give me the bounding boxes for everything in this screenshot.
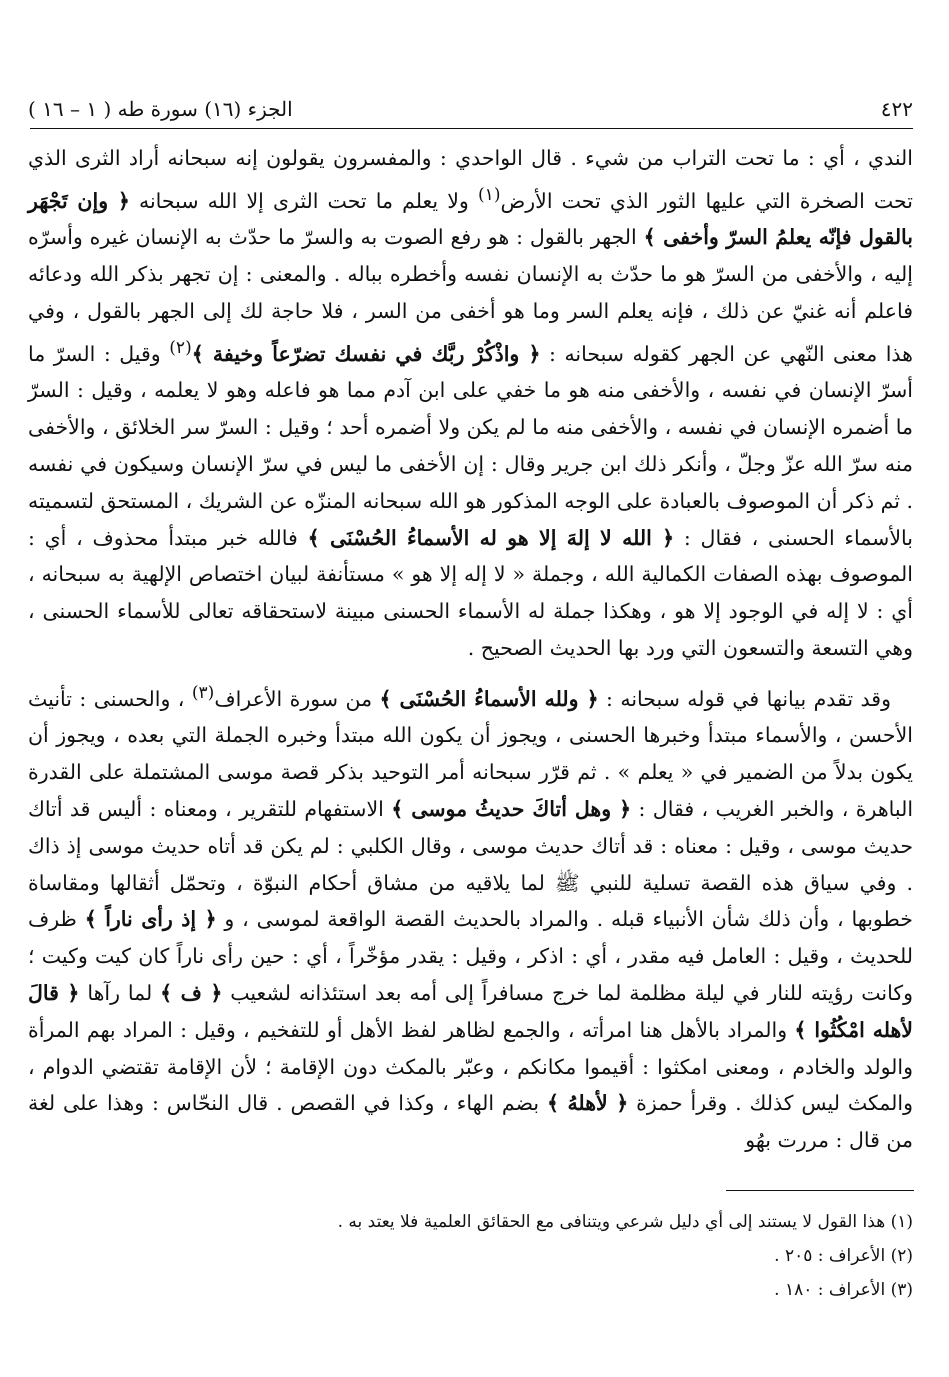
text-run: من سورة الأعراف	[214, 686, 380, 711]
footnote-ref-3[interactable]: (٣)	[191, 682, 215, 703]
quran-verse: ﴿ قالَ لأهله امْكُثُوا ﴾	[28, 981, 913, 1042]
text-run: ولا يعلم ما تحت الثرى إلا الله سبحانه	[129, 188, 478, 213]
page-number: ٤٢٢	[880, 97, 913, 121]
text-run: لما رآها	[79, 981, 161, 1006]
text-run: الاستفهام للتقرير ، ومعناه : أليس قد أتاك حديث موسى ، وقيل : معناه : قد أتاك حديث موسى ، وقال الكلبي : لم يكن قد أتاه حديث موسى إذ ذاك . وفي سياق هذه القصة تسلية للنبي ﷺ لما يلاقيه من مشاق أحكام النبوّة ، وتحمّل أثقالها ومقاساة خطوبها ، وأن ذلك شأن الأنبياء قبله . والمراد بالحديث القصة الواقعة لموسى ، و	[28, 797, 913, 932]
footnotes	[28, 1205, 913, 1307]
header-divider	[30, 128, 913, 129]
quran-verse: ﴿ إذ رأى ناراً ﴾	[84, 907, 217, 932]
quran-verse: ﴿ وهل أتاكَ حديثُ موسى ﴾	[391, 797, 632, 822]
page-header	[28, 92, 913, 126]
footnote-2: (٢) الأعراف : ٢٠٥ .	[774, 1246, 913, 1266]
paragraph-1	[28, 140, 913, 667]
text-run: بضم الهاء ، وكذا في القصص . قال النحّاس : وهذا على لغة من قال : مررت بهُو	[28, 1091, 913, 1153]
text-run: والمراد بالأهل هنا امرأته ، والجمع لظاهر لفظ الأهل أو للتفخيم ، وقيل : المراد بهم المرأة والولد والخادم ، ومعنى امكثوا : أقيموا مكانكم ، وعبّر بالمكث دون الإقامة ؛ لأن الإقامة تقتضي الدوام ، والمكث ليس كذلك . وقرأ حمزة	[28, 1017, 914, 1116]
quran-verse: ﴿ لأهلهُ ﴾	[546, 1091, 629, 1116]
footnote-divider	[726, 1190, 914, 1191]
text-run: ظرف للحديث ، وقيل : العامل فيه مقدر ، أي : اذكر ، وقيل : يقدر مؤخّراً ، أي : حين رأى ناراً كان كيت وكيت ؛ وكانت رؤيته للنار في ليلة مظلمة لما خرج مسافراً إلى أمه بعد استئذانه لشعيب	[28, 907, 913, 1006]
footnote-3: (٣) الأعراف : ١٨٠ .	[774, 1280, 913, 1300]
main-text	[28, 140, 913, 1159]
quran-verse: ﴿ وإن تَجْهَر بالقول فإنّه يعلمُ السرّ وأخفى ﴾	[28, 188, 914, 250]
footnote-ref-1[interactable]: (١)	[477, 184, 501, 205]
footnote-ref-2[interactable]: (٢)	[169, 337, 192, 358]
text-run: ، والحسنى : تأنيث الأحسن ، والأسماء مبتدأ وخبرها الحسنى ، ويجوز أن يكون الله مبتدأ وخبره الجملة التي بعده ، ويجوز أن يكون بدلاً من الضمير في « يعلم » . ثم قرّر سبحانه أمر التوحيد بذكر قصة موسى المشتملة على القدرة الباهرة ، والخبر الغريب ، فقال :	[28, 686, 914, 822]
footnote-1: (١) هذا القول لا يستند إلى أي دليل شرعي ويتنافى مع الحقائق العلمية فلا يعتد به .	[337, 1212, 913, 1232]
text-run: وقد تقدم بيانها في قوله سبحانه :	[598, 686, 892, 711]
text-run: الجهر بالقول : هو رفع الصوت به والسرّ ما حدّث به الإنسان غيره وأسرّه إليه ، والأخفى من السرّ هو ما حدّث به الإنسان نفسه وأخطره بباله . والمعنى : إن تجهر بذكر الله ودعائه فاعلم أنه غنيّ عن ذلك ، فإنه يعلم السر وما هو أخفى من السر ، فلا حاجة لك إلى الجهر بالقول ، وفي هذا معنى النّهي عن الجهر كقوله سبحانه :	[28, 225, 913, 366]
quran-verse: ﴿ الله لا إلهَ إلا هو له الأسماءُ الحُسْنَى ﴾	[307, 525, 675, 550]
text-run: فالله خبر مبتدأ محذوف ، أي : الموصوف بهذه الصفات الكمالية الله ، وجملة « لا إله إلا هو » مستأنفة لبيان اختصاص الإلهية به سبحانه ، أي : لا إله في الوجود إلا هو ، وهكذا جملة له الأسماء الحسنى مبينة لاستحقاقه تعالى للأسماء الحسنى ، وهي التسعة والتسعون التي ورد بها الحديث الصحيح .	[28, 525, 913, 661]
quran-verse: ﴿ واذْكُرْ ربَّك في نفسك تضرّعاً وخيفة ﴾	[191, 341, 541, 366]
quran-verse: ﴿ ف ﴾	[160, 981, 223, 1006]
text-run: الندي ، أي : ما تحت التراب من شيء . قال الواحدي : والمفسرون يقولون إنه سبحانه أراد الثرى الذي تحت الصخرة التي عليها الثور الذي تحت الأرض	[28, 146, 913, 213]
quran-verse: ﴿ ولله الأسماءُ الحُسْنَى ﴾	[379, 686, 599, 711]
text-run: وقيل : السرّ ما أسرّ الإنسان في نفسه ، والأخفى منه هو ما خفي على ابن آدم مما هو فاعله وهو لا يعلمه ، وقيل : السرّ ما أضمره الإنسان في نفسه ، والأخفى منه ما لم يكن ولا أضمره أحد ؛ وقيل : السرّ سر الخلائق ، والأخفى منه سرّ الله عزّ وجلّ ، وأنكر ذلك ابن جرير وقال : إن الأخفى ما ليس في سرّ الإنسان وسيكون في نفسه . ثم ذكر أن الموصوف بالعبادة على الوجه المذكور هو الله سبحانه المنزّه عن الشريك ، المستحق لتسميته بالأسماء الحسنى ، فقال :	[28, 341, 913, 550]
running-title: الجزء (١٦) سورة طه ( ١ – ١٦ )	[28, 97, 293, 121]
paragraph-2	[28, 675, 913, 1159]
